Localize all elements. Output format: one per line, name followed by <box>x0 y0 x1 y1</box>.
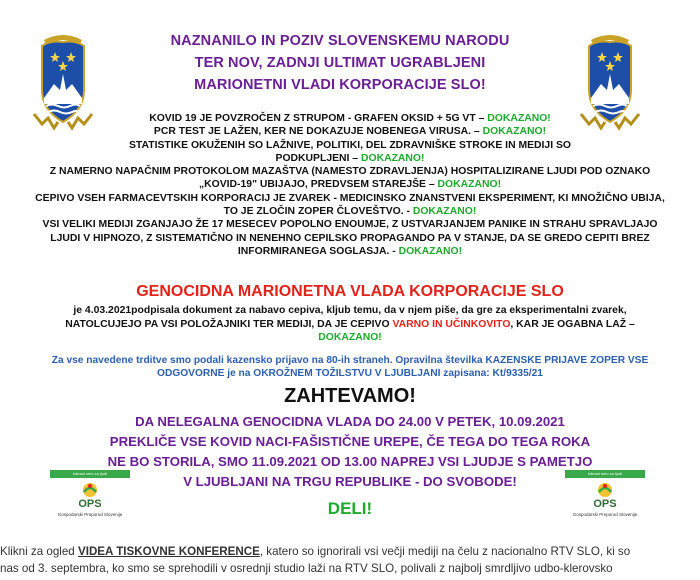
ops-logo-bar: Izbrani smo za ljudi <box>50 470 130 478</box>
claim-text: CEPIVO VSEH FARMACEVTSKIH KORPORACIJ JE ZVAREK - MEDICINSKO ZNANSTVENI EKSPERIMENT, KI MNOŽIČNO UBIJA, TO JE ZLOČIN ZOPER ČLOVEŠTVO. - <box>35 192 665 218</box>
caption-line <box>0 543 700 560</box>
demand-heading: ZAHTEVAMO! <box>284 385 416 407</box>
ops-logo-name: OPS <box>78 498 102 510</box>
share-call: DELI! <box>327 499 373 518</box>
genocide-text: je 4.03.2021podpisala dokument za nabavo cepiva, kljub temu, da v njem piše, da gre za eksperimentalni zvarek, NATOLCUJEJO PA VSI POLOŽAJNIKI TER MEDIJI, DA JE CEPIVO <box>65 305 627 330</box>
claim-tag: DOKAZANO! <box>482 126 547 138</box>
claim-item <box>28 112 672 125</box>
genocide-heading: GENOCIDNA MARIONETNA VLADA KORPORACIJE SLO <box>136 283 564 300</box>
poster-title <box>105 30 575 96</box>
claim-tag: DOKAZANO! <box>360 152 425 164</box>
genocide-text: , KAR JE OGABNA LAŽ – <box>510 318 635 330</box>
claims-list <box>28 112 672 258</box>
ops-logo-subtitle: Gospodarski Preporod Slovenije <box>572 512 638 517</box>
ops-logo-subtitle: Gospodarski Preporod Slovenije <box>57 512 123 517</box>
claim-item <box>28 139 672 166</box>
claim-tag: DOKAZANO! <box>412 206 477 218</box>
ops-logo-name: OPS <box>593 498 617 510</box>
demand-line: DA NELEGALNA GENOCIDNA VLADA DO 24.00 V PETEK, 10.09.2021 <box>135 414 565 429</box>
claim-item <box>28 218 672 258</box>
caption-line: nas od 3. septembra, ko smo se sprehodili v osrednji studio laži na RTV SLO, polivali z najbolj smrdljivo udbo-klerovsko <box>0 562 613 575</box>
claim-text: PCR TEST JE LAŽEN, KER NE DOKAZUJE NOBENEGA VIRUSA. – <box>153 126 483 138</box>
demand-line: NE BO STORILA, SMO 11.09.2021 OD 13.00 NAPREJ VSI LJUDJE S PAMETJO <box>107 454 593 469</box>
image-caption <box>0 543 700 577</box>
claim-item <box>28 192 672 219</box>
title-line: NAZNANILO IN POZIV SLOVENSKEMU NARODU <box>170 33 510 49</box>
title-line: TER NOV, ZADNJI ULTIMAT UGRABLJENI <box>194 55 486 71</box>
genocide-highlight: VARNO IN UČINKOVITO <box>392 318 511 330</box>
genocide-body <box>40 304 660 345</box>
claim-item <box>28 165 672 192</box>
claim-tag: DOKAZANO! <box>487 113 551 124</box>
demand-line: PREKLIČE VSE KOVID NACI-FAŠISTIČNE UREPE, ČE TEGA DO TEGA ROKA <box>109 434 591 449</box>
complaint-note: Za vse navedene trditve smo podali kazensko prijavo na 80-ih straneh. Opravilna številka KAZENSKE PRIJAVE ZOPER VSE ODGOVORNE je na OKROŽNEM TOŽILSTVU V LJUBLJANI zapisana: Kt/9335/21 <box>51 355 649 380</box>
title-line: MARIONETNI VLADI KORPORACIJE SLO! <box>194 77 486 93</box>
claim-item <box>28 125 672 138</box>
caption-text: Klikni za ogled <box>0 545 78 558</box>
claim-tag: DOKAZANO! <box>398 245 463 257</box>
claim-tag: DOKAZANO! <box>437 179 502 191</box>
ops-emblem-icon <box>80 480 100 498</box>
claim-text: VSI VELIKI MEDIJI ZGANJAJO ŽE 17 MESECEV POPOLNO ENOUMJE, Z USTVARJANJEM PANIKE IN STRAHU SPRAVLJAJO LJUDI V HIPNOZO, Z SISTEMATIČNO IN NENEHNO CEPILSKO PROPAGANDO PA V STANJE, DA SE GREDO CEPITI BREZ INFORMIRANEGA SOGLASJA. - <box>42 219 658 257</box>
demand-line: V LJUBLJANI NA TRGU REPUBLIKE - DO SVOBODE! <box>183 474 517 489</box>
ops-logo-bar: Izbrani smo za ljudi <box>565 470 645 478</box>
claim-text: KOVID 19 JE POVZROČEN Z STRUPOM - GRAFEN OKSID + 5G VT – <box>149 113 488 124</box>
genocide-tag: DOKAZANO! <box>318 332 382 344</box>
caption-text: , katero so ignorirali vsi večji mediji na čelu z nacionalno RTV SLO, ki so <box>259 545 631 558</box>
video-press-conference-link[interactable]: VIDEA TISKOVNE KONFERENCE <box>77 545 260 558</box>
ops-emblem-icon <box>595 480 615 498</box>
claim-text: STATISTIKE OKUŽENIH SO LAŽNIVE, POLITIKI, DEL ZDRAVNIŠKE STROKE IN MEDIJI SO PODKUPLJENI – <box>128 139 572 164</box>
claim-text: Z NAMERNO NAPAČNIM PROTOKOLOM MAZAŠTVA (NAMESTO ZDRAVLJENJA) HOSPITALIZIRANE LJUDI POD OZNAKO „KOVID-19" UBIJAJO, PREDVSEM STAREJŠE – <box>49 166 651 191</box>
